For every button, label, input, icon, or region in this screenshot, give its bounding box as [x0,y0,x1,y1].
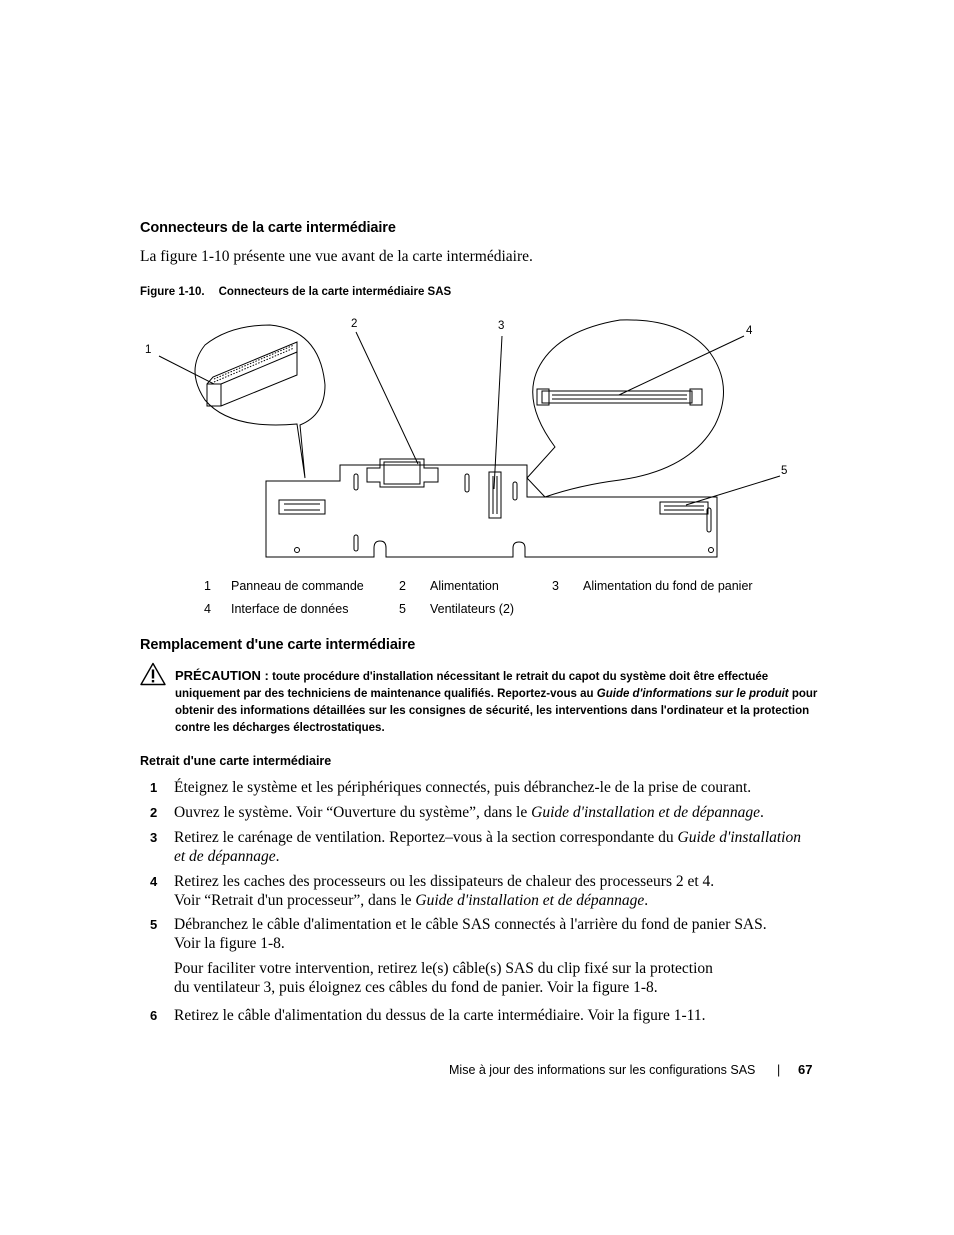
step-2-text: Ouvrez le système. Voir “Ouverture du système”, dans le Guide d'installation et de dépannage. [174,804,764,821]
figure-number: Figure 1-10. [140,286,205,298]
caution-text-1: toute procédure d'installation nécessitant le retrait du capot du système doit être effectuée uniquement par des techniciens de maintenance qualifiés. Reportez-vous au [175,671,769,700]
step-5-text: Débranchez le câble d'alimentation et le câble SAS connectés à l'arrière du fond de panier SAS. Voir la figure 1-8. [174,916,767,952]
data-interface-connector [542,391,692,403]
step-4-number: 4 [150,874,158,889]
legend-label-5: Ventilateurs (2) [430,602,515,616]
data-interface-magnifier [527,320,724,497]
callout-3: 3 [498,320,505,332]
callout-5: 5 [781,465,788,477]
step-3-number: 3 [150,830,158,845]
step-3-guide: Guide d'installation et de dépannage [174,829,801,865]
callout-4: 4 [746,325,753,337]
power-connector [367,459,438,487]
step-6-text: Retirez le câble d'alimentation du dessus de la carte intermédiaire. Voir la figure 1-11. [174,1007,706,1024]
step-4-guide: Guide d'installation et de dépannage [415,892,645,909]
step-5-number: 5 [150,917,158,932]
callout-2: 2 [351,318,358,330]
step-6-number: 6 [150,1008,158,1023]
subheading-retrait: Retrait d'une carte intermédiaire [140,754,332,768]
step-4-text: Retirez les caches des processeurs ou les dissipateurs de chaleur des processeurs 2 et 4. Voir “Retrait d'un processeur”, dans le Guide d'installation et de dépannage. [174,873,715,909]
caution-label: PRÉCAUTION : [175,668,269,683]
step-1-text: Éteignez le système et les périphériques connectés, puis débranchez-le de la prise de courant. [174,779,752,796]
midplane-figure [0,0,954,580]
caution-text-2: pour obtenir des informations détaillées sur les consignes de sécurité, les interventions dans l'ordinateur et la protection contre les décharges électrostatiques. [175,688,818,734]
caution-icon [140,662,166,686]
footer-separator: | [777,1063,781,1077]
step-5-note: Pour faciliter votre intervention, retirez le(s) câble(s) SAS du clip fixé sur la protection du ventilateur 3, puis éloignez ces câbles du fond de panier. Voir la figure 1-8. [174,960,713,996]
fan-connector [660,502,708,514]
section-heading-connecteurs: Connecteurs de la carte intermédiaire [140,220,396,236]
caution-guide-title: Guide d'informations sur le produit [596,688,789,700]
step-2-number: 2 [150,805,158,820]
callout-1: 1 [145,344,152,356]
page-number: 67 [798,1062,813,1077]
legend-label-4: Interface de données [231,602,349,616]
legend-label-3: Alimentation du fond de panier [583,579,753,593]
midplane-board [266,465,717,557]
caution-notice [175,667,820,737]
control-panel-connector [279,500,325,514]
footer-title: Mise à jour des informations sur les configurations SAS [449,1063,756,1077]
legend-num-4: 4 [204,602,211,616]
control-panel-magnifier [195,325,325,478]
legend-num-2: 2 [399,579,406,593]
legend-num-3: 3 [552,579,559,593]
legend-num-1: 1 [204,579,211,593]
figure-title: Connecteurs de la carte intermédiaire SAS [218,286,452,298]
step-1-number: 1 [150,780,158,795]
legend-label-1: Panneau de commande [231,579,364,593]
legend-label-2: Alimentation [430,579,499,593]
step-3-text: Retirez le carénage de ventilation. Reportez–vous à la section correspondante du Guide d'installation et de dépannage. [174,829,801,865]
step-2-guide: Guide d'installation et de dépannage [531,804,761,821]
intro-paragraph: La figure 1-10 présente une vue avant de la carte intermédiaire. [140,248,533,265]
legend-num-5: 5 [399,602,406,616]
section-heading-remplacement: Remplacement d'une carte intermédiaire [140,637,416,653]
